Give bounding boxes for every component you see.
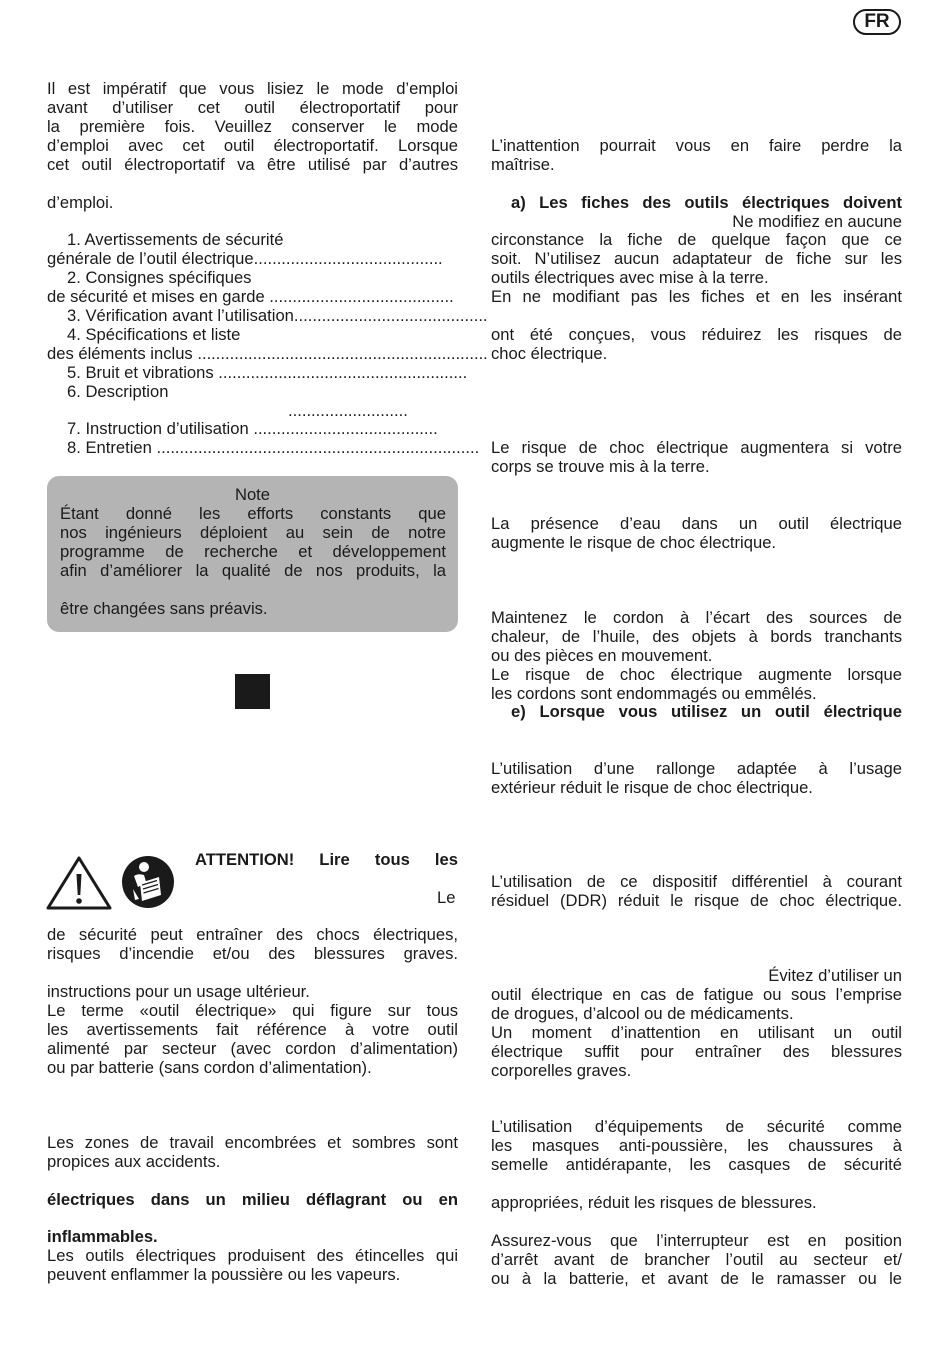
- toc-item: 3. Vérification avant l’utilisation..........................................: [67, 306, 488, 325]
- text-line: électrique suffit pour entraîner des blessures: [491, 1042, 902, 1061]
- text-line: de sécurité peut entraîner des chocs électriques,: [47, 925, 458, 944]
- text-line: Un moment d’inattention en utilisant un outil: [491, 1023, 902, 1042]
- text-line: d’arrêt avant de brancher l’outil au secteur et/: [491, 1250, 902, 1269]
- text-line: Le risque de choc électrique augmente lorsque: [491, 665, 902, 684]
- warning-triangle-icon: [45, 855, 113, 911]
- toc-item: 7. Instruction d’utilisation ........................................: [67, 419, 438, 438]
- note-box: [47, 476, 458, 632]
- note-title: Note: [234, 485, 271, 504]
- text-line: Les zones de travail encombrées et sombres sont: [47, 1133, 458, 1152]
- toc-item: des éléments inclus ...............................................................: [47, 344, 488, 363]
- text-line: L’utilisation de ce dispositif différentiel à courant: [491, 872, 902, 891]
- inattention-paragraph: [491, 136, 902, 174]
- toc-item: générale de l’outil électrique.........................................: [47, 249, 443, 268]
- instructions-line: instructions pour un usage ultérieur.: [47, 982, 310, 1001]
- note-end: être changées sans préavis.: [60, 599, 268, 618]
- text-line: soit. N’utilisez aucun adaptateur de fiche sur les: [491, 249, 902, 268]
- intro-end: d’emploi.: [47, 193, 114, 212]
- attention-title: ATTENTION! Lire tous les: [195, 850, 458, 869]
- toc-item: 5. Bruit et vibrations ......................................................: [67, 363, 468, 382]
- text-line: afin d’améliorer la qualité de nos produits, la: [60, 561, 446, 580]
- terme-paragraph: [47, 1001, 458, 1077]
- text-line: L’inattention pourrait vous en faire perdre la: [491, 136, 902, 155]
- ddr-paragraph: [491, 872, 902, 910]
- sparks-paragraph: [47, 1246, 458, 1284]
- section-marker-square: [235, 674, 270, 709]
- rallonge-paragraph: [491, 759, 902, 797]
- concues-paragraph: [491, 325, 902, 363]
- e-heading: e) Lorsque vous utilisez un outil électrique: [511, 702, 902, 721]
- text-line: ou des pièces en mouvement.: [491, 646, 713, 665]
- explosive-heading: électriques dans un milieu déflagrant ou en: [47, 1190, 458, 1209]
- text-line: La présence d’eau dans un outil électrique: [491, 514, 902, 533]
- attention-le: Le: [437, 888, 456, 907]
- text-line: de drogues, d’alcool ou de médicaments.: [491, 1004, 794, 1023]
- fiches-paragraph: [491, 230, 902, 306]
- text-line: peuvent enflammer la poussière ou les vapeurs.: [47, 1265, 401, 1284]
- toc-item: 6. Description: [67, 382, 169, 401]
- toc-item: 4. Spécifications et liste: [67, 325, 241, 344]
- text-line: Maintenez le cordon à l’écart des sources de: [491, 608, 902, 627]
- text-line: L’utilisation d’équipements de sécurité comme: [491, 1117, 902, 1136]
- toc-item: ..........................: [288, 401, 408, 420]
- text-line: En ne modifiant pas les fiches et en les insérant: [491, 287, 902, 306]
- text-line: choc électrique.: [491, 344, 608, 363]
- read-manual-icon: [121, 855, 175, 909]
- text-line: alimenté par secteur (avec cordon d’alimentation): [47, 1039, 458, 1058]
- text-line: ont été conçues, vous réduirez les risques de: [491, 325, 902, 344]
- terre-paragraph: [491, 438, 902, 476]
- appropriees-line: appropriées, réduit les risques de blessures.: [491, 1193, 817, 1212]
- text-line: Le terme «outil électrique» qui figure sur tous: [47, 1001, 458, 1020]
- fiches-sub: Ne modifiez en aucune: [732, 212, 902, 231]
- text-line: outil électrique en cas de fatigue ou sous l’emprise: [491, 985, 902, 1004]
- language-badge: FR: [853, 9, 901, 35]
- toc-item: 8. Entretien ......................................................................: [67, 438, 480, 457]
- evitez-start: Évitez d’utiliser un: [768, 966, 902, 985]
- text-line: ou par batterie (sans cordon d’alimentation).: [47, 1058, 372, 1077]
- text-line: Il est impératif que vous lisiez le mode d’emploi: [47, 79, 458, 98]
- toc-item: de sécurité et mises en garde ........................................: [47, 287, 454, 306]
- text-line: Étant donné les efforts constants que: [60, 504, 446, 523]
- text-line: les avertissements fait référence à votre outil: [47, 1020, 458, 1039]
- text-line: corporelles graves.: [491, 1061, 632, 1080]
- text-line: les masques anti-poussière, les chaussures à: [491, 1136, 902, 1155]
- text-line: résiduel (DDR) réduit le risque de choc électrique.: [491, 891, 902, 910]
- text-line: L’utilisation d’une rallonge adaptée à l’usage: [491, 759, 902, 778]
- text-line: semelle antidérapante, les casques de sécurité: [491, 1155, 902, 1174]
- cordon-paragraph: [491, 608, 902, 703]
- text-line: ou à la batterie, et avant de le ramasser ou le: [491, 1269, 902, 1288]
- fiches-heading: a) Les fiches des outils électriques doivent: [511, 193, 902, 212]
- toc-item: 2. Consignes spécifiques: [67, 268, 252, 287]
- warning-paragraph: [47, 925, 458, 963]
- text-line: circonstance la fiche de quelque façon que ce: [491, 230, 902, 249]
- text-line: cet outil électroportatif va être utilisé par d’autres: [47, 155, 458, 174]
- text-line: avant d’utiliser cet outil électroportatif pour: [47, 98, 458, 117]
- interrupteur-paragraph: [491, 1231, 902, 1288]
- text-line: maîtrise.: [491, 155, 555, 174]
- text-line: augmente le risque de choc électrique.: [491, 533, 777, 552]
- eau-paragraph: [491, 514, 902, 552]
- text-line: programme de recherche et développement: [60, 542, 446, 561]
- equipment-paragraph: [491, 1117, 902, 1174]
- text-line: propices aux accidents.: [47, 1152, 221, 1171]
- toc-item: 1. Avertissements de sécurité: [67, 230, 284, 249]
- zones-paragraph: [47, 1133, 458, 1171]
- intro-paragraph: [47, 79, 458, 174]
- text-line: d’emploi avec cet outil électroportatif. Lorsque: [47, 136, 458, 155]
- text-line: Assurez-vous que l’interrupteur est en position: [491, 1231, 902, 1250]
- text-line: outils électriques avec mise à la terre.: [491, 268, 769, 287]
- explosive-heading-end: inflammables.: [47, 1227, 158, 1246]
- text-line: les cordons sont endommagés ou emmêlés.: [491, 684, 817, 703]
- text-line: la première fois. Veuillez conserver le mode: [47, 117, 458, 136]
- text-line: chaleur, de l’huile, des objets à bords tranchants: [491, 627, 902, 646]
- note-body: [60, 504, 446, 580]
- text-line: risques d’incendie et/ou des blessures graves.: [47, 944, 458, 963]
- text-line: Les outils électriques produisent des étincelles qui: [47, 1246, 458, 1265]
- text-line: corps se trouve mis à la terre.: [491, 457, 710, 476]
- fatigue-paragraph: [491, 985, 902, 1080]
- text-line: nos ingénieurs déploient au sein de notre: [60, 523, 446, 542]
- text-line: Le risque de choc électrique augmentera si votre: [491, 438, 902, 457]
- text-line: extérieur réduit le risque de choc électrique.: [491, 778, 813, 797]
